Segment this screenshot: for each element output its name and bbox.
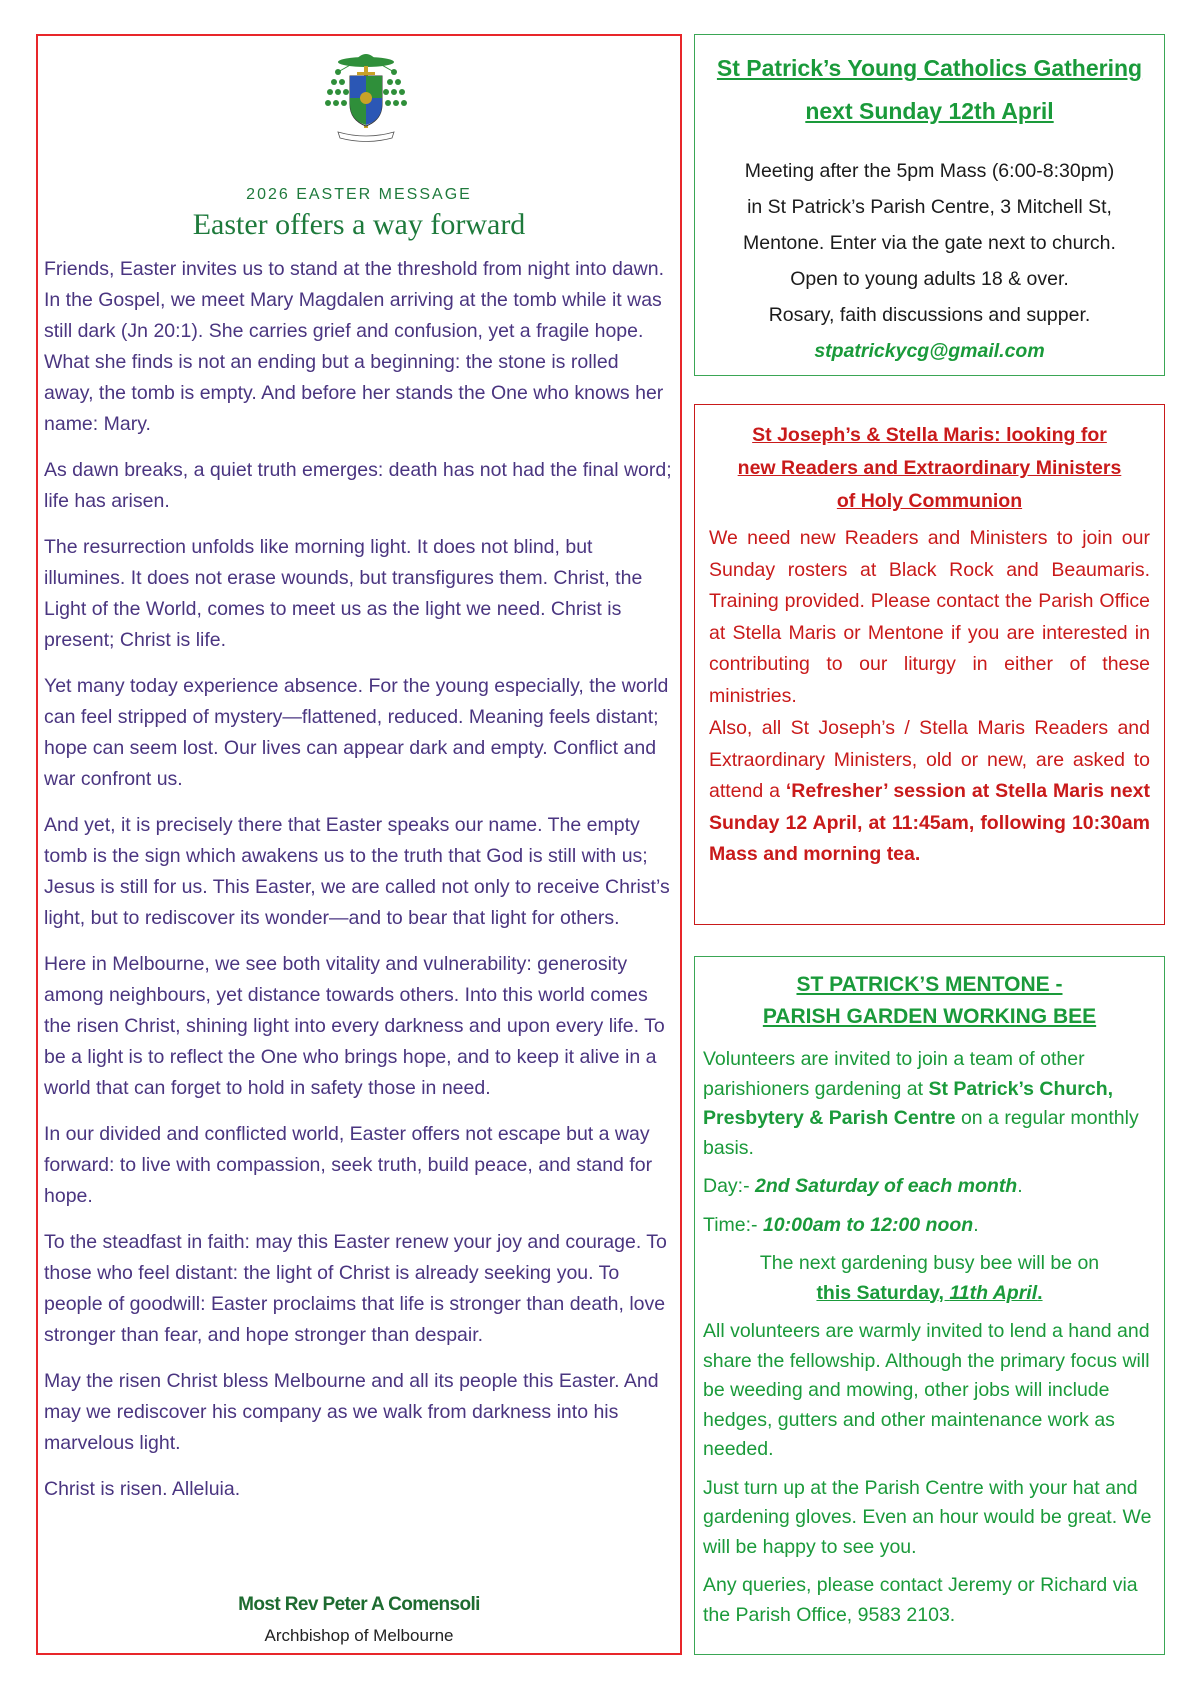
stella-heading: St Joseph’s & Stella Maris: looking for new Readers and Extraordinary Ministers of Holy Communion <box>737 424 1122 512</box>
message-paragraph: The resurrection unfolds like morning light. It does not blind, but illumines. It does not erase wounds, but transfigures them. Christ, the Light of the World, comes to meet us as the light we need. Christ is present; Christ is life. <box>44 536 643 651</box>
bee-contact: Any queries, please contact Jeremy or Richard via the Parish Office, 9583 2103. <box>703 1574 1138 1626</box>
bee-next-date: The next gardening busy bee will be on this Saturday, 11th April. <box>759 1252 1100 1304</box>
ycg-details: Meeting after the 5pm Mass (6:00-8:30pm) in St Patrick’s Parish Centre, 3 Mitchell St, Mentone. Enter via the gate next to church. Open to young adults 18 & over. Rosary, faith discussions and supper. stpatrickycg@gmail.com <box>695 153 1164 369</box>
bee-day: Day:- 2nd Saturday of each month. <box>703 1175 1023 1197</box>
message-eyebrow: 2026 EASTER MESSAGE <box>246 186 472 203</box>
ycg-email-link[interactable]: stpatrickycg@gmail.com <box>814 340 1045 362</box>
message-paragraph: And yet, it is precisely there that Easter speaks our name. The empty tomb is the sign which awakens us to the truth that God is still with us; Jesus is still for us. This Easter, we are called not only to receive Christ’s light, but to rediscover its wonder—and to bear that light for others. <box>44 814 670 929</box>
message-paragraph: Friends, Easter invites us to stand at the threshold from night into dawn. In the Gospel, we meet Mary Magdalen arriving at the tomb while it was still dark (Jn 20:1). She carries grief and confusion, yet a fragile hope. What she finds is not an ending but a beginning: the stone is rolled away, the tomb is empty. And before her stands the One who knows her name: Mary. <box>44 258 664 435</box>
ycg-heading: St Patrick’s Young Catholics Gathering next Sunday 12th April <box>716 55 1143 124</box>
message-paragraph: May the risen Christ bless Melbourne and all its people this Easter. And may we rediscover his company as we walk from darkness into his marvelous light. <box>44 1370 659 1454</box>
stella-paragraph: We need new Readers and Ministers to join our Sunday rosters at Black Rock and Beaumaris. Training provided. Please contact the Parish Office at Stella Maris or Mentone if you are interested in contributing to our liturgy in either of these ministries. <box>709 527 1150 707</box>
bee-time: Time:- 10:00am to 12:00 noon. <box>703 1213 979 1236</box>
signature-name: Most Rev Peter A Comensoli <box>238 1594 480 1615</box>
bee-paragraph: All volunteers are warmly invited to lend a hand and share the fellowship. Although the primary focus will be weeding and mowing, other jobs will include hedges, gutters and other maintenance work as needed. <box>703 1320 1150 1460</box>
bee-paragraph: Just turn up at the Parish Centre with your hat and gardening gloves. Even an hour would be great. We will be happy to see you. <box>703 1476 1152 1558</box>
bee-body <box>703 1045 1156 1630</box>
easter-message-panel <box>36 34 682 1655</box>
message-paragraph: Christ is risen. Alleluia. <box>44 1478 241 1500</box>
stella-refresher-paragraph: Also, all St Joseph’s / Stella Maris Readers and Extraordinary Ministers, old or new, are asked to attend a ‘Refresher’ session at Stella Maris next Sunday 12 April, at 11:45am, following 10:30am Mass and morning tea. <box>709 717 1150 865</box>
message-paragraph: Here in Melbourne, we see both vitality and vulnerability: generosity among neighbours, yet distance towards others. Into this world comes the risen Christ, shining light into every darkness and upon every life. To be a light is to reflect the One who brings hope, and to keep it alive in a world that can forget to hold in safety those in need. <box>44 953 665 1099</box>
archdiocese-crest-icon <box>324 48 408 142</box>
message-paragraph: As dawn breaks, a quiet truth emerges: death has not had the final word; life has arisen. <box>44 459 672 512</box>
signature-role: Archbishop of Melbourne <box>264 1626 454 1645</box>
bee-intro: Volunteers are invited to join a team of other parishioners gardening at St Patrick’s Church, Presbytery & Parish Centre on a regular monthly basis. <box>703 1048 1139 1159</box>
message-paragraph: To the steadfast in faith: may this Easter renew your joy and courage. To those who feel distant: the light of Christ is already seeking you. To people of goodwill: Easter proclaims that life is stronger than death, love stronger than fear, and hope stronger than despair. <box>44 1231 667 1346</box>
working-bee-panel <box>694 956 1165 1655</box>
message-title: Easter offers a way forward <box>192 208 526 241</box>
bee-heading: ST PATRICK’S MENTONE - PARISH GARDEN WORKING BEE <box>762 973 1097 1028</box>
message-paragraph: Yet many today experience absence. For the young especially, the world can feel stripped of mystery—flattened, reduced. Meaning feels distant; hope can seem lost. Our lives can appear dark and empty. Conflict and war confront us. <box>44 675 669 790</box>
young-catholics-panel <box>694 34 1165 376</box>
stella-maris-panel <box>694 404 1165 925</box>
message-body <box>44 254 672 1520</box>
message-paragraph: In our divided and conflicted world, Easter offers not escape but a way forward: to live with compassion, seek truth, build peace, and stand for hope. <box>44 1123 653 1207</box>
